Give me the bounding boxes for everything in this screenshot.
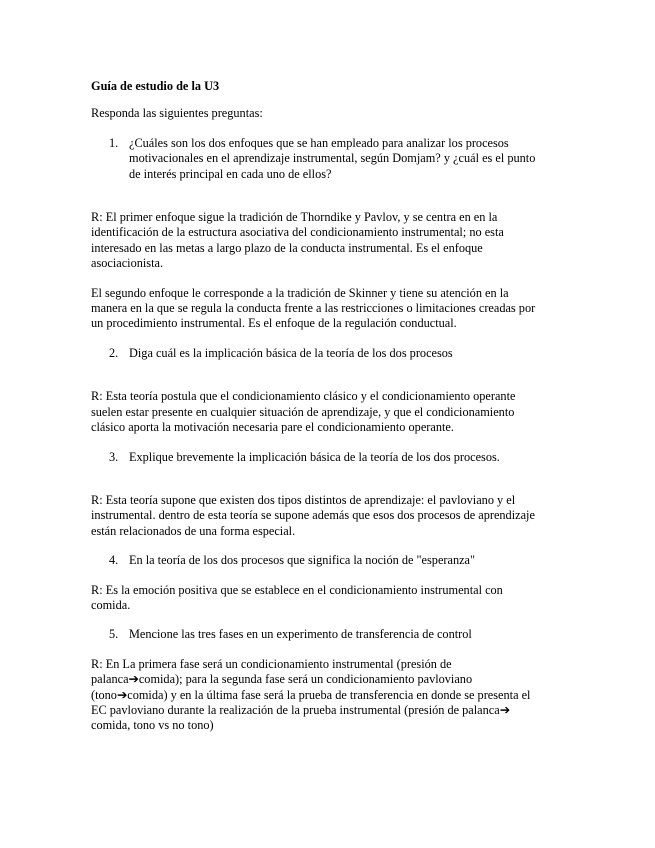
answer-5 bbox=[91, 657, 561, 734]
question-number: 3. bbox=[109, 449, 119, 464]
answer-line: R: Esta teoría postula que el condicionamiento clásico y el condicionamiento operante bbox=[91, 389, 516, 404]
question-line: ¿Cuáles son los dos enfoques que se han empleado para analizar los procesos bbox=[129, 135, 509, 150]
answer-line: manera en la que se regula la conducta frente a las restricciones o limitaciones creadas por bbox=[91, 301, 536, 316]
question-3 bbox=[91, 450, 561, 465]
question-4 bbox=[91, 553, 561, 568]
answer-line: clásico aporta la motivación necesaria pare el condicionamiento operante. bbox=[91, 420, 454, 435]
question-line: En la teoría de los dos procesos que significa la noción de "esperanza" bbox=[129, 553, 476, 568]
question-number: 5. bbox=[109, 627, 119, 642]
answer-line: instrumental. dentro de esta teoría se supone además que esos dos procesos de aprendizaje bbox=[91, 508, 535, 523]
answer-line: EC pavloviano durante la realización de la prueba instrumental (presión de palanca➔ bbox=[91, 702, 511, 717]
question-2 bbox=[91, 346, 561, 361]
answer-line: suelen estar presente en cualquier situación de aprendizaje, y que el condicionamiento bbox=[91, 404, 515, 419]
answer-line: R: El primer enfoque sigue la tradición de Thorndike y Pavlov, y se centra en en la bbox=[91, 210, 498, 225]
answer-line: palanca➔comida); para la segunda fase será un condicionamiento pavloviano bbox=[91, 672, 473, 687]
question-line: Explique brevemente la implicación básica de la teoría de los dos procesos. bbox=[129, 449, 500, 464]
question-line: Mencione las tres fases en un experimento de transferencia de control bbox=[129, 627, 472, 642]
answer-line: comida, tono vs no tono) bbox=[91, 718, 214, 733]
question-5 bbox=[91, 627, 561, 642]
question-1 bbox=[91, 136, 561, 182]
answer-4 bbox=[91, 583, 561, 614]
answer-3 bbox=[91, 493, 561, 539]
answer-line: asociacionista. bbox=[91, 256, 164, 271]
answer-2 bbox=[91, 389, 561, 435]
answer-1-second-paragraph bbox=[91, 286, 561, 332]
question-line: Diga cuál es la implicación básica de la teoría de los dos procesos bbox=[129, 345, 453, 360]
answer-line: identificación de la estructura asociativa del condicionamiento instrumental; no esta bbox=[91, 225, 504, 240]
answer-line: R: En La primera fase será un condicionamiento instrumental (presión de bbox=[91, 656, 452, 671]
answer-1 bbox=[91, 210, 561, 272]
question-number: 2. bbox=[109, 345, 119, 360]
question-line: motivacionales en el aprendizaje instrumental, según Domjam? y ¿cuál es el punto bbox=[129, 151, 536, 166]
document-page bbox=[91, 79, 561, 734]
answer-line: interesado en las metas a largo plazo de la conducta instrumental. Es el enfoque bbox=[91, 240, 483, 255]
answer-line: un procedimiento instrumental. Es el enfoque de la regulación conductual. bbox=[91, 316, 457, 331]
answer-line: R: Es la emoción positiva que se establece en el condicionamiento instrumental con bbox=[91, 582, 503, 597]
answer-line: (tono➔comida) y en la última fase será la prueba de transferencia en donde se presenta el bbox=[91, 687, 531, 702]
question-number: 1. bbox=[109, 135, 119, 150]
question-number: 4. bbox=[109, 553, 119, 568]
intro-text: Responda las siguientes preguntas: bbox=[91, 106, 263, 121]
document-title: Guía de estudio de la U3 bbox=[91, 79, 220, 93]
answer-line: R: Esta teoría supone que existen dos tipos distintos de aprendizaje: el pavloviano y el bbox=[91, 492, 516, 507]
question-line: de interés principal en cada uno de ellos? bbox=[129, 166, 332, 181]
answer-line: están relacionados de una forma especial. bbox=[91, 523, 296, 538]
answer-line: comida. bbox=[91, 597, 131, 612]
answer-line: El segundo enfoque le corresponde a la tradición de Skinner y tiene su atención en la bbox=[91, 285, 509, 300]
